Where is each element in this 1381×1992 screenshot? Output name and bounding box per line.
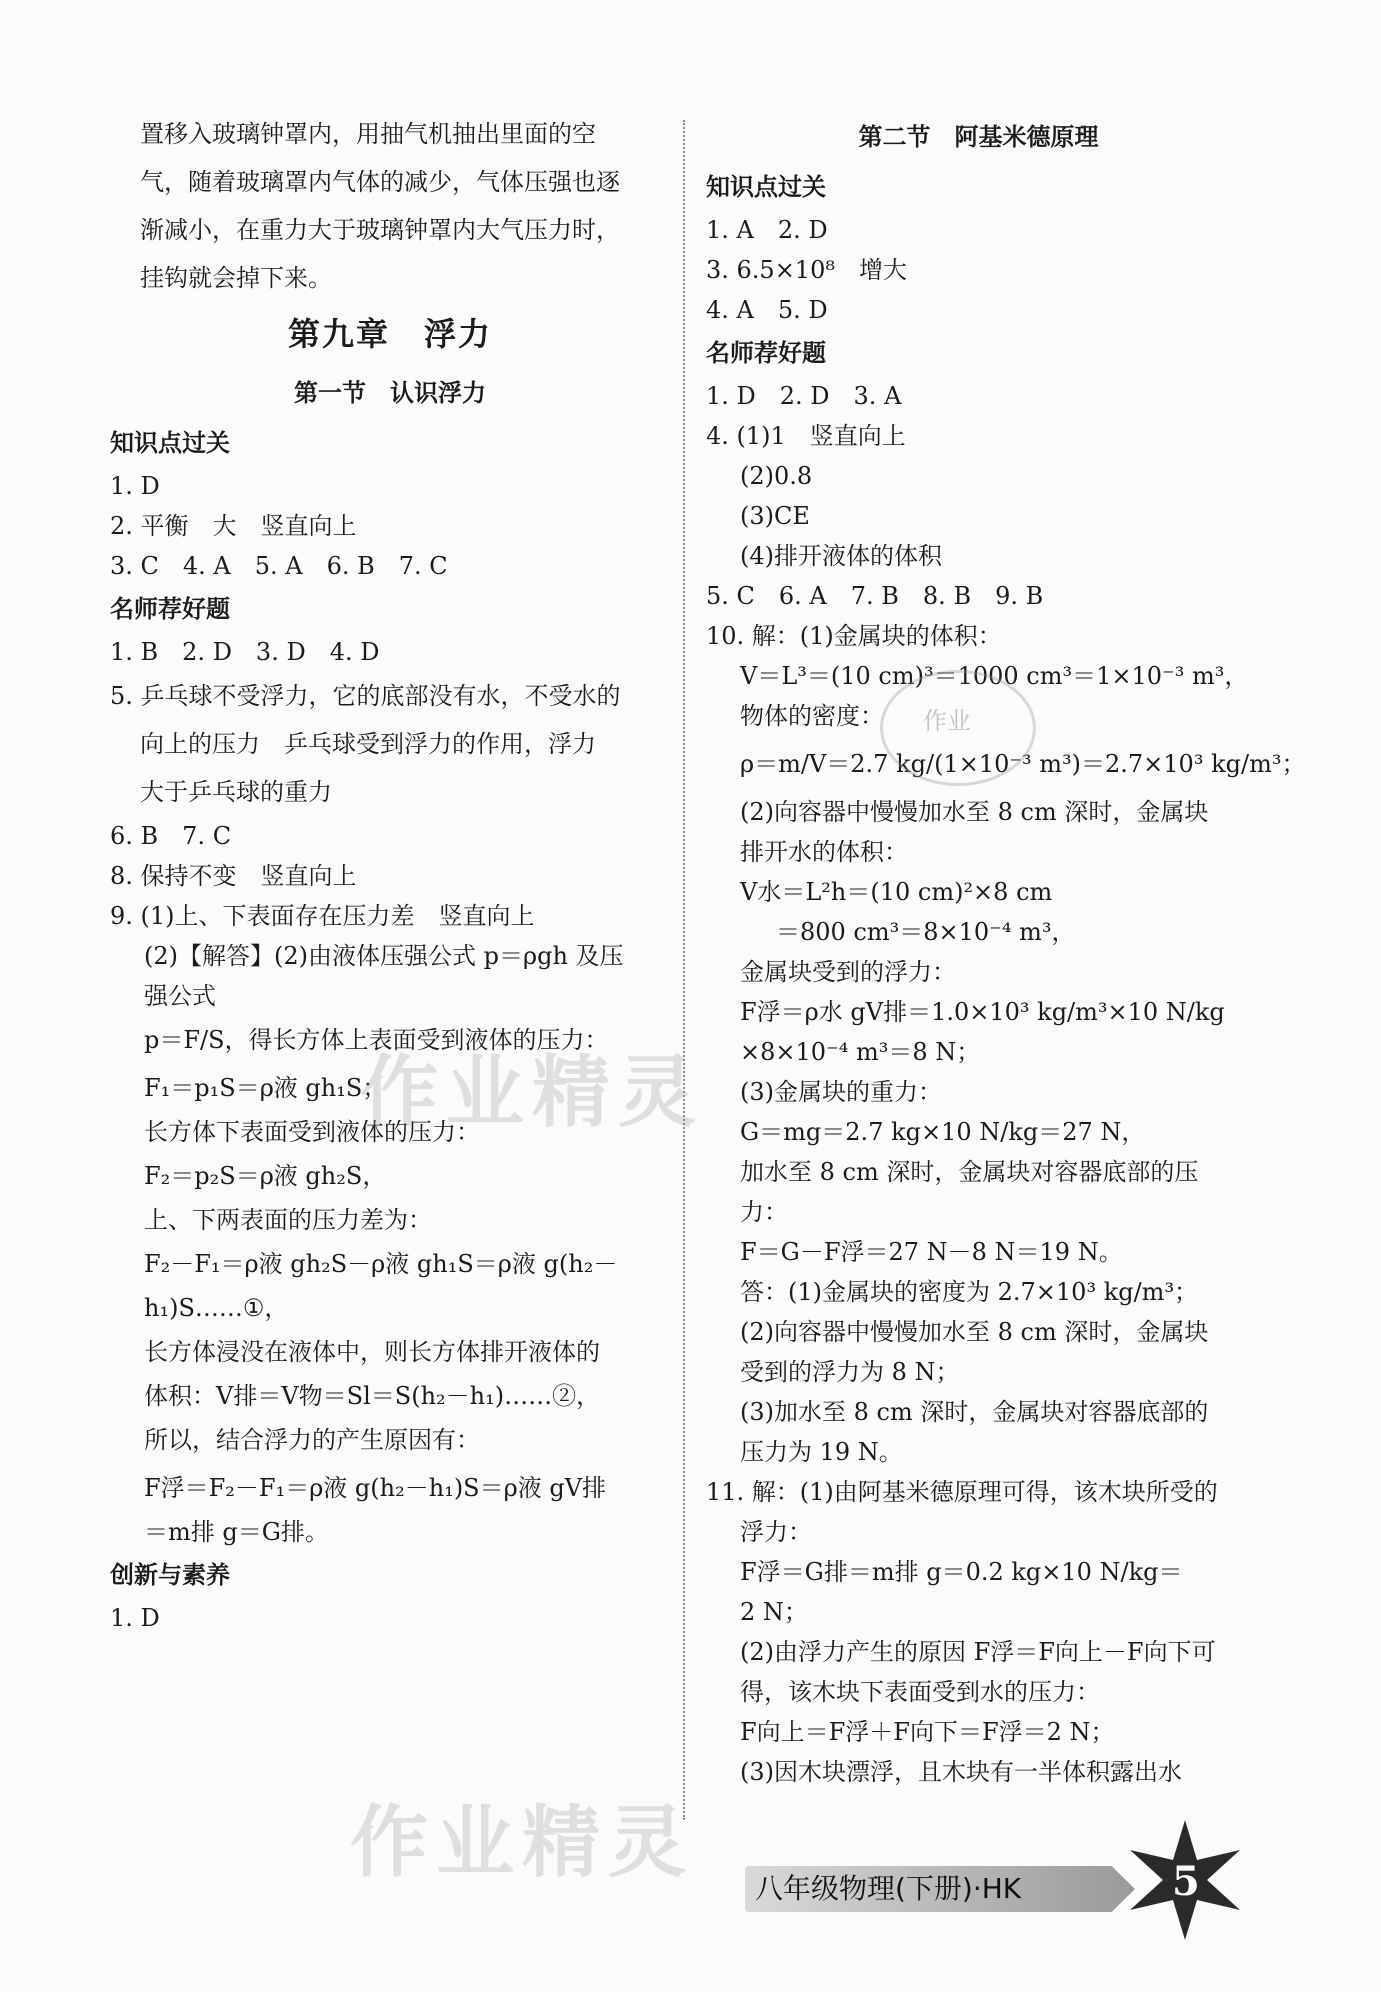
formula-line: F₂－F₁＝ρ液 gh₂S－ρ液 gh₁S＝ρ液 g(h₂－ — [144, 1250, 618, 1278]
answer-line: 大于乒乓球的重力 — [140, 778, 332, 806]
subheading: 知识点过关 — [110, 429, 230, 457]
formula-line: F向上＝F浮＋F向下＝F浮＝2 N； — [740, 1718, 1115, 1746]
formula-line: V水＝L²h＝(10 cm)²×8 cm — [740, 878, 1053, 906]
formula-line: F₁＝p₁S＝ρ液 gh₁S； — [144, 1074, 387, 1102]
answer-line: (3)加水至 8 cm 深时，金属块对容器底部的 — [740, 1398, 1209, 1426]
stamp-text: 作业 — [923, 707, 971, 735]
answer-line: 金属块受到的浮力： — [740, 958, 956, 986]
answer-line: 1. D 2. D 3. A — [706, 382, 902, 410]
formula-line: V＝L³＝(10 cm)³＝1000 cm³＝1×10⁻³ m³， — [740, 662, 1249, 690]
answer-line: (4)排开液体的体积 — [740, 542, 942, 570]
intro-line: 置移入玻璃钟罩内，用抽气机抽出里面的空 — [140, 120, 596, 148]
answer-line: 物体的密度： — [740, 702, 884, 730]
stamp-logo — [880, 670, 1036, 786]
intro-line: 挂钩就会掉下来。 — [140, 264, 332, 292]
formula-line: G＝mg＝2.7 kg×10 N/kg＝27 N， — [740, 1118, 1146, 1146]
formula-line: F₂＝p₂S＝ρ液 gh₂S， — [144, 1162, 387, 1190]
answer-line: 3. 6.5×10⁸ 增大 — [706, 256, 907, 284]
chapter-title: 第九章 浮力 — [287, 315, 492, 353]
formula-line: F浮＝G排＝m排 g＝0.2 kg×10 N/kg＝ — [740, 1558, 1183, 1586]
answer-line: 1. B 2. D 3. D 4. D — [110, 638, 380, 666]
answer-line: 排开水的体积： — [740, 838, 908, 866]
answer-line: 长方体下表面受到液体的压力： — [144, 1118, 480, 1146]
answer-line: (2)向容器中慢慢加水至 8 cm 深时，金属块 — [740, 1318, 1209, 1346]
answer-line: 长方体浸没在液体中，则长方体排开液体的 — [144, 1338, 600, 1366]
formula-line: 2 N； — [740, 1598, 808, 1626]
answer-line: 受到的浮力为 8 N； — [740, 1358, 960, 1386]
formula-line: F浮＝ρ水 gV排＝1.0×10³ kg/m³×10 N/kg — [740, 998, 1225, 1026]
answer-line: (2)0.8 — [740, 462, 813, 490]
answer-line: 答：(1)金属块的密度为 2.7×10³ kg/m³； — [740, 1278, 1199, 1306]
answer-line: 1. D — [110, 472, 160, 500]
answer-line: 6. B 7. C — [110, 822, 232, 850]
formula-line: ＝800 cm³＝8×10⁻⁴ m³， — [776, 918, 1076, 946]
answer-line: 上、下两表面的压力差为： — [144, 1206, 432, 1234]
formula-line: F＝G－F浮＝27 N－8 N＝19 N。 — [740, 1238, 1123, 1266]
formula-line: ×8×10⁻⁴ m³＝8 N； — [740, 1038, 981, 1066]
answer-line: (3)因木块漂浮，且木块有一半体积露出水 — [740, 1758, 1182, 1786]
answer-line: 8. 保持不变 竖直向上 — [110, 862, 357, 890]
subheading: 创新与素养 — [110, 1561, 230, 1589]
formula-line: ＝m排 g＝G排。 — [144, 1518, 329, 1546]
right-column — [706, 110, 1306, 1792]
answer-line: 5. 乒乓球不受浮力，它的底部没有水，不受水的 — [110, 682, 621, 710]
answer-line: 浮力： — [740, 1518, 812, 1546]
answer-line: (3)金属块的重力： — [740, 1078, 942, 1106]
answer-line: 压力为 19 N。 — [740, 1438, 903, 1466]
answer-line: 所以，结合浮力的产生原因有： — [144, 1426, 480, 1454]
answer-line: 5. C 6. A 7. B 8. B 9. B — [706, 582, 1044, 610]
subheading: 名师荐好题 — [706, 339, 826, 367]
section-title: 第二节 阿基米德原理 — [858, 123, 1099, 151]
answer-line: (3)CE — [740, 502, 810, 530]
book-title: 八年级物理(下册)·HK — [755, 1872, 1022, 1905]
answer-line: 体积：V排＝V物＝Sl＝S(h₂－h₁)……②， — [144, 1382, 601, 1410]
answer-line: 3. C 4. A 5. A 6. B 7. C — [110, 552, 448, 580]
answer-line: 向上的压力 乒乓球受到浮力的作用，浮力 — [140, 730, 596, 758]
formula-line: h₁)S……①， — [144, 1294, 289, 1322]
answer-line: 4. (1)1 竖直向上 — [706, 422, 906, 450]
formula-line: ρ＝m/V＝2.7 kg/(1×10⁻³ m³)＝2.7×10³ kg/m³； — [740, 750, 1306, 778]
answer-line: 10. 解：(1)金属块的体积： — [706, 622, 1002, 650]
subheading: 知识点过关 — [706, 173, 826, 201]
column-divider — [683, 120, 685, 1820]
answer-line: 9. (1)上、下表面存在压力差 竖直向上 — [110, 902, 535, 930]
answer-line: 2. 平衡 大 竖直向上 — [110, 512, 357, 540]
answer-line: 力： — [740, 1198, 788, 1226]
section-title: 第一节 认识浮力 — [294, 379, 486, 407]
answer-line: 强公式 — [144, 982, 216, 1010]
page-number: 5 — [1172, 1858, 1200, 1905]
answer-line: 4. A 5. D — [706, 296, 828, 324]
left-column — [110, 110, 670, 1638]
answer-line: 加水至 8 cm 深时，金属块对容器底部的压 — [740, 1158, 1199, 1186]
answer-line: (2)向容器中慢慢加水至 8 cm 深时，金属块 — [740, 798, 1209, 826]
watermark: 作业精灵 — [350, 1798, 695, 1888]
intro-line: 渐减小，在重力大于玻璃钟罩内大气压力时， — [140, 216, 620, 244]
answer-line: 11. 解：(1)由阿基米德原理可得，该木块所受的 — [706, 1478, 1218, 1506]
answer-line: (2)【解答】(2)由液体压强公式 p＝ρgh 及压 — [144, 942, 624, 970]
formula-line: F浮＝F₂－F₁＝ρ液 g(h₂－h₁)S＝ρ液 gV排 — [144, 1474, 607, 1502]
intro-line: 气，随着玻璃罩内气体的减少，气体压强也逐 — [140, 168, 620, 196]
subheading: 名师荐好题 — [110, 595, 230, 623]
answer-line: (2)由浮力产生的原因 F浮＝F向上－F向下可 — [740, 1638, 1216, 1666]
answer-line: 得，该木块下表面受到水的压力： — [740, 1678, 1100, 1706]
formula-line: p＝F/S，得长方体上表面受到液体的压力： — [144, 1026, 609, 1054]
answer-line: 1. D — [110, 1604, 160, 1632]
watermark: 作业精灵 — [360, 1048, 705, 1138]
answer-line: 1. A 2. D — [706, 216, 828, 244]
